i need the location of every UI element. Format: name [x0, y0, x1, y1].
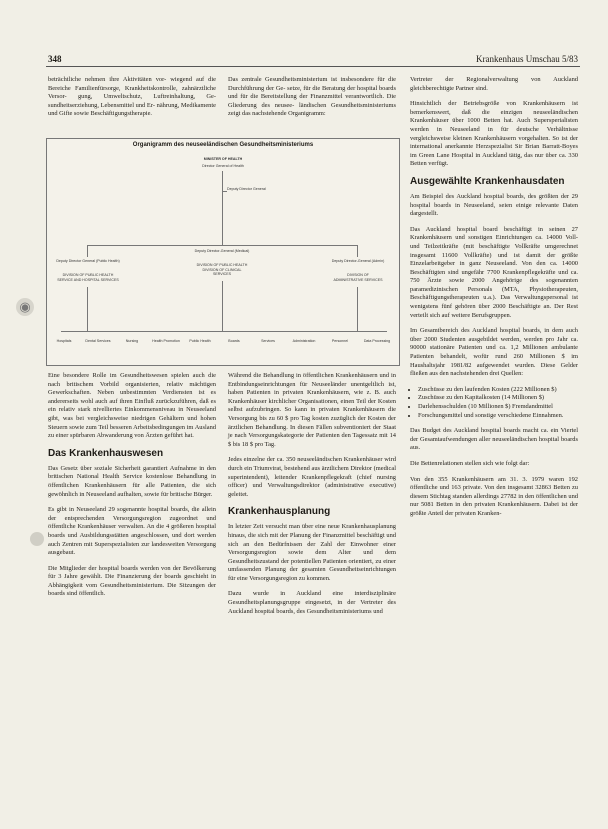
box-minister: MINISTER OF HEALTH — [203, 157, 243, 161]
col1-intro-text: beträchtliche nehmen ihre Aktivitäten vor- wiegend auf die Bereiche Familienfürsorge, Krankheitskontrolle, zahnärztliche Versor- gung, Umweltschutz, Luftreinhaltung, Ge- sundheitserziehung, Lebensmittel und Er- nährung, Medikamente und Gifte sowie Beschäftigungstherapie. — [48, 76, 216, 118]
line-left-lower — [87, 287, 88, 331]
col1-paragraph-4: Die Mitglieder der hospital boards werden von der Bevölkerung für 3 Jahre gewählt. Die Finanzierung der boards geschieht in Abhängigkeit vom Gesundheitsministerium. Die Sitzungen der boards sind öffentlich. — [48, 564, 216, 598]
box-deputy: Deputy Director General — [227, 187, 266, 191]
funding-list — [410, 386, 578, 420]
col3-paragraph-8: Von den 355 Krankenhäusern am 31. 3. 1979 waren 192 öffentliche und 163 private. Von den insgesamt 32863 Betten zu diesem Stichtag standen allerdings 27782 in den öffentlichen und nur 5081 Betten in den privaten Krankenhäusern. Dabei ist der größte Anteil der privaten Kranken- — [410, 475, 578, 517]
col1-paragraph-3: Es gibt in Neuseeland 29 sogenannte hospital boards, die allein der entsprechenden Versorgungsregion zugeordnet und öffentliche Krankenhäuser verwalten. An die 4 größeren hospital boards und Ausbildungsstätten angeschlossen, und dort werden auch Zentren mit Superspezialisten zur landesweiten Versorgung ausgebaut. — [48, 506, 216, 557]
col3-paragraph-3: Am Beispiel des Auckland hospital boards, des größten der 29 hospital boards in Neuseeland, seien einige relevante Daten dargestellt. — [410, 192, 578, 218]
line-top-horizontal — [87, 245, 357, 246]
page-number: 348 — [48, 54, 62, 64]
line-deputy — [222, 191, 227, 192]
punch-hole-mark-2 — [30, 532, 44, 546]
col2-intro-text: Das zentrale Gesundheitsministerium ist insbesondere für die Durchführung der Ge- setze, für die Beratung der hospital boards und für die Bereitstellung der Finanzmittel verantwortlich. Die Gliederung des neusee- ländischen Gesundheitsministeriums zeigt das nachstehende Organigramm: — [228, 76, 396, 118]
line-center-lower — [222, 281, 223, 331]
center-division: DIVISION OF PUBLIC HEALTH DIVISION OF CLINICAL SERVICES — [196, 263, 248, 277]
bottom-label-10: Data Processing — [363, 339, 391, 343]
list-item: • Darlehensschulden (10 Millionen $) Fremdandmittel — [418, 403, 578, 412]
col3-paragraph-6: Das Budget des Auckland hospital boards macht ca. ein Viertel der Gesamtaufwendungen aller neuseeländischen hospital boards aus. — [410, 427, 578, 452]
col3-paragraph-2: Hinsichtlich der Betriebsgröße von Krankenhäusern ist bemerkenswert, daß die einzigen neuseeländischen Krankenhäuser über 1000 Betten hat. Auch Supersperialisten werden in Neuseeland in für deutsche Verhältnisse vergleichsweise kleinen Krankenhäusern vorgehalten. So ist der international anerkannte Herzspezialist Sir Brian Barratt-Boyes im Green Lane Hospital in Auckland tätig, das nur über ca. 330 Betten verfügt. — [410, 100, 578, 168]
col2-paragraph-4: Dazu wurde in Auckland eine interdisziplinäre Gesundheitsplanungsgruppe eingesetzt, in der Vertreter des Auckland hospital boards, des Gesundheitsministeriums und — [228, 590, 396, 615]
col2-paragraph-3: In letzter Zeit versucht man über eine neue Krankenhausplanung hinaus, die sich mit der Planung der Finanzmittel beschäftigt und sich an den Bedürfnissen der Zahl der Einwohner einer Versorgungsregion sowie dem Alter und dem Gesundheitszustand der potentiellen Patienten orientiert, zu einer umfassenden Planung der gesamten Gesundheitseinrichtungen für eine Versorgungsregion zu kommen. — [228, 523, 396, 582]
heading-krankenhausplanung: Krankenhausplanung — [228, 506, 331, 518]
organigram-title: Organigramm des neuseeländischen Gesundheitsministeriums — [132, 142, 314, 148]
bottom-label-1: Hospitals — [56, 339, 72, 343]
bottom-label-7: Services — [261, 339, 275, 343]
column-3 — [410, 76, 578, 526]
line-main-vertical — [222, 171, 223, 245]
left-division: DIVISION OF PUBLIC HEALTH SERVICE AND HOSPITAL SERVICES — [57, 273, 119, 282]
line-right-drop — [357, 245, 358, 257]
line-right-lower — [357, 287, 358, 331]
punch-hole-mark: ◉ — [16, 298, 34, 316]
line-left-drop — [87, 245, 88, 257]
bottom-label-9: Personnel — [331, 339, 349, 343]
bottom-label-2: Dental Services — [85, 339, 111, 343]
col3-paragraph-4: Das Auckland hospital board beschäftigt in seinen 27 Krankenhäusern und sonstigen Einrichtungen ca. 14000 Voll- und Teilzeitkräfte (mit beschäftigte Vollkräfte umgerechnet insgesamt 11600 Vollkräfte) und ist damit der größte Einzelarbeitgeber in ganz Neuseeland. Von den ca. 14000 Beschäftigten sind ungefähr 7700 Krankenpflegekräfte und ca. 750 Ärzte sowie 2000 Angehörige des sogenannten paramedizinischen Personals (MTA, Physiotherapeuten, Beschäftigungstherapeuten u.a.). Das Verwaltungspersonal ist wenigstens fünf gehören über 2000 Beschäftigte an. Der Rest verteilt sich auf weitere Berufsgruppen. — [410, 225, 578, 319]
col1-paragraph-1: Eine besondere Rolle im Gesundheitswesen spielen auch die nach britischem Vorbild organisierten, relativ mächtigen Gewerkschaften. Neben unbestimmten Verdiensten ist es andererseits wohl auch auf ihren Einfluß zurückzuführen, daß es ein relativ stark nivelliertes Einkommensniveau in Neuseeland gibt, was bei vergleichsweise niedrigen Gehältern und hohen Steuern sowie zum Teil besseren Arbeitsbedingungen im Ausland zu einer spürbaren Abwanderung von Ärzten geführt hat. — [48, 372, 216, 440]
bottom-label-5: Public Health — [189, 339, 211, 343]
box-right-deputy: Deputy Director-General (Admin) — [331, 259, 385, 263]
col2-paragraph-1: Während die Behandlung in öffentlichen Krankenhäusern und in Entbindungseinrichtungen für Neuseeländer unentgeltlich ist, haben Patienten in privaten Krankenhäusern, wie z. B. auch Krankenhäuser kirchlicher Organisationen, einen Teil der Kosten selbst aufzubringen. So kann in privaten Krankenhäusern die Versorgung bis zu 60 $ pro Tag kosten zuzüglich der Kosten der ärztlichen Behandlung. In diesen Fällen subventioniert der Staat je nach Versorgungskategorie der Patienten den Tagessatz mit 14 $ bis 18 $ pro Tag. — [228, 372, 396, 448]
column-1-intro — [48, 76, 216, 126]
bottom-label-3: Nursing — [125, 339, 139, 343]
col1-paragraph-2: Das Gesetz über soziale Sicherheit garantiert Aufnahme in den britischen National Health Service kostenlose Behandlung in öffentlichen Krankenhäusern für alle Patienten, die sich gewöhnlich in Neuseeland aufhalten, sowie für britische Bürger. — [48, 464, 216, 498]
col2-paragraph-2: Jedes einzelne der ca. 350 neuseeländischen Krankenhäuser wird durch ein Triumvirat, bestehend aus ärztlichem Direktor (medical superintendent), leitender Krankenpflegekraft (chief nursing officer) und Verwaltungsdirektor (administrative executive) geleitet. — [228, 456, 396, 498]
heading-krankenhausdaten: Ausgewählte Krankenhausdaten — [410, 175, 565, 187]
bottom-label-4: Health Promotion — [152, 339, 180, 343]
box-center-deputy: Deputy Director-General (Medical) — [194, 249, 250, 253]
col3-paragraph-1: Vertreter der Regionalverwaltung von Auckland gleichberechtigte Partner sind. — [410, 76, 578, 92]
bottom-label-6: Boards — [228, 339, 240, 343]
bottom-label-8: Administration — [292, 339, 316, 343]
organigram-chart — [46, 138, 400, 366]
column-2-intro — [228, 76, 396, 126]
list-item: • Forschungsmittel und sonstige verschiedene Einnahmen. — [418, 412, 578, 421]
col3-paragraph-7: Die Bettenrelationen stellen sich wie folgt dar: — [410, 459, 530, 467]
box-director-general: Director General of Health — [202, 164, 244, 168]
line-bottom-horizontal — [61, 331, 387, 332]
list-item: • Zuschüsse zu den Kapitalkosten (14 Millionen $) — [418, 394, 578, 403]
column-1 — [48, 372, 216, 606]
right-division: DIVISION OF ADMINISTRATIVE SERVICES — [333, 273, 383, 282]
heading-krankenhauswesen: Das Krankenhauswesen — [48, 447, 164, 459]
header-rule — [46, 66, 580, 67]
column-2 — [228, 372, 396, 623]
box-left-deputy: Deputy Director General (Public Health) — [56, 259, 120, 263]
list-item: • Zuschüsse zu den laufenden Kosten (222 Millionen $) — [418, 386, 578, 395]
journal-header: Krankenhaus Umschau 5/83 — [476, 54, 578, 64]
col3-paragraph-5: Im Gesamtbereich des Auckland hospital boards, in dem auch über 2000 Studenten ausgebildet werden, werden pro Jahr ca. 90000 stationäre Patienten und ca. 1,2 Millionen ambulante Patienten behandelt, wofür rund 260 Millionen $ im Haushaltsjahr 1981/82 aufgewendet wurden. Diese Gelder fließen aus den nachstehenden drei Quellen: — [410, 327, 578, 378]
